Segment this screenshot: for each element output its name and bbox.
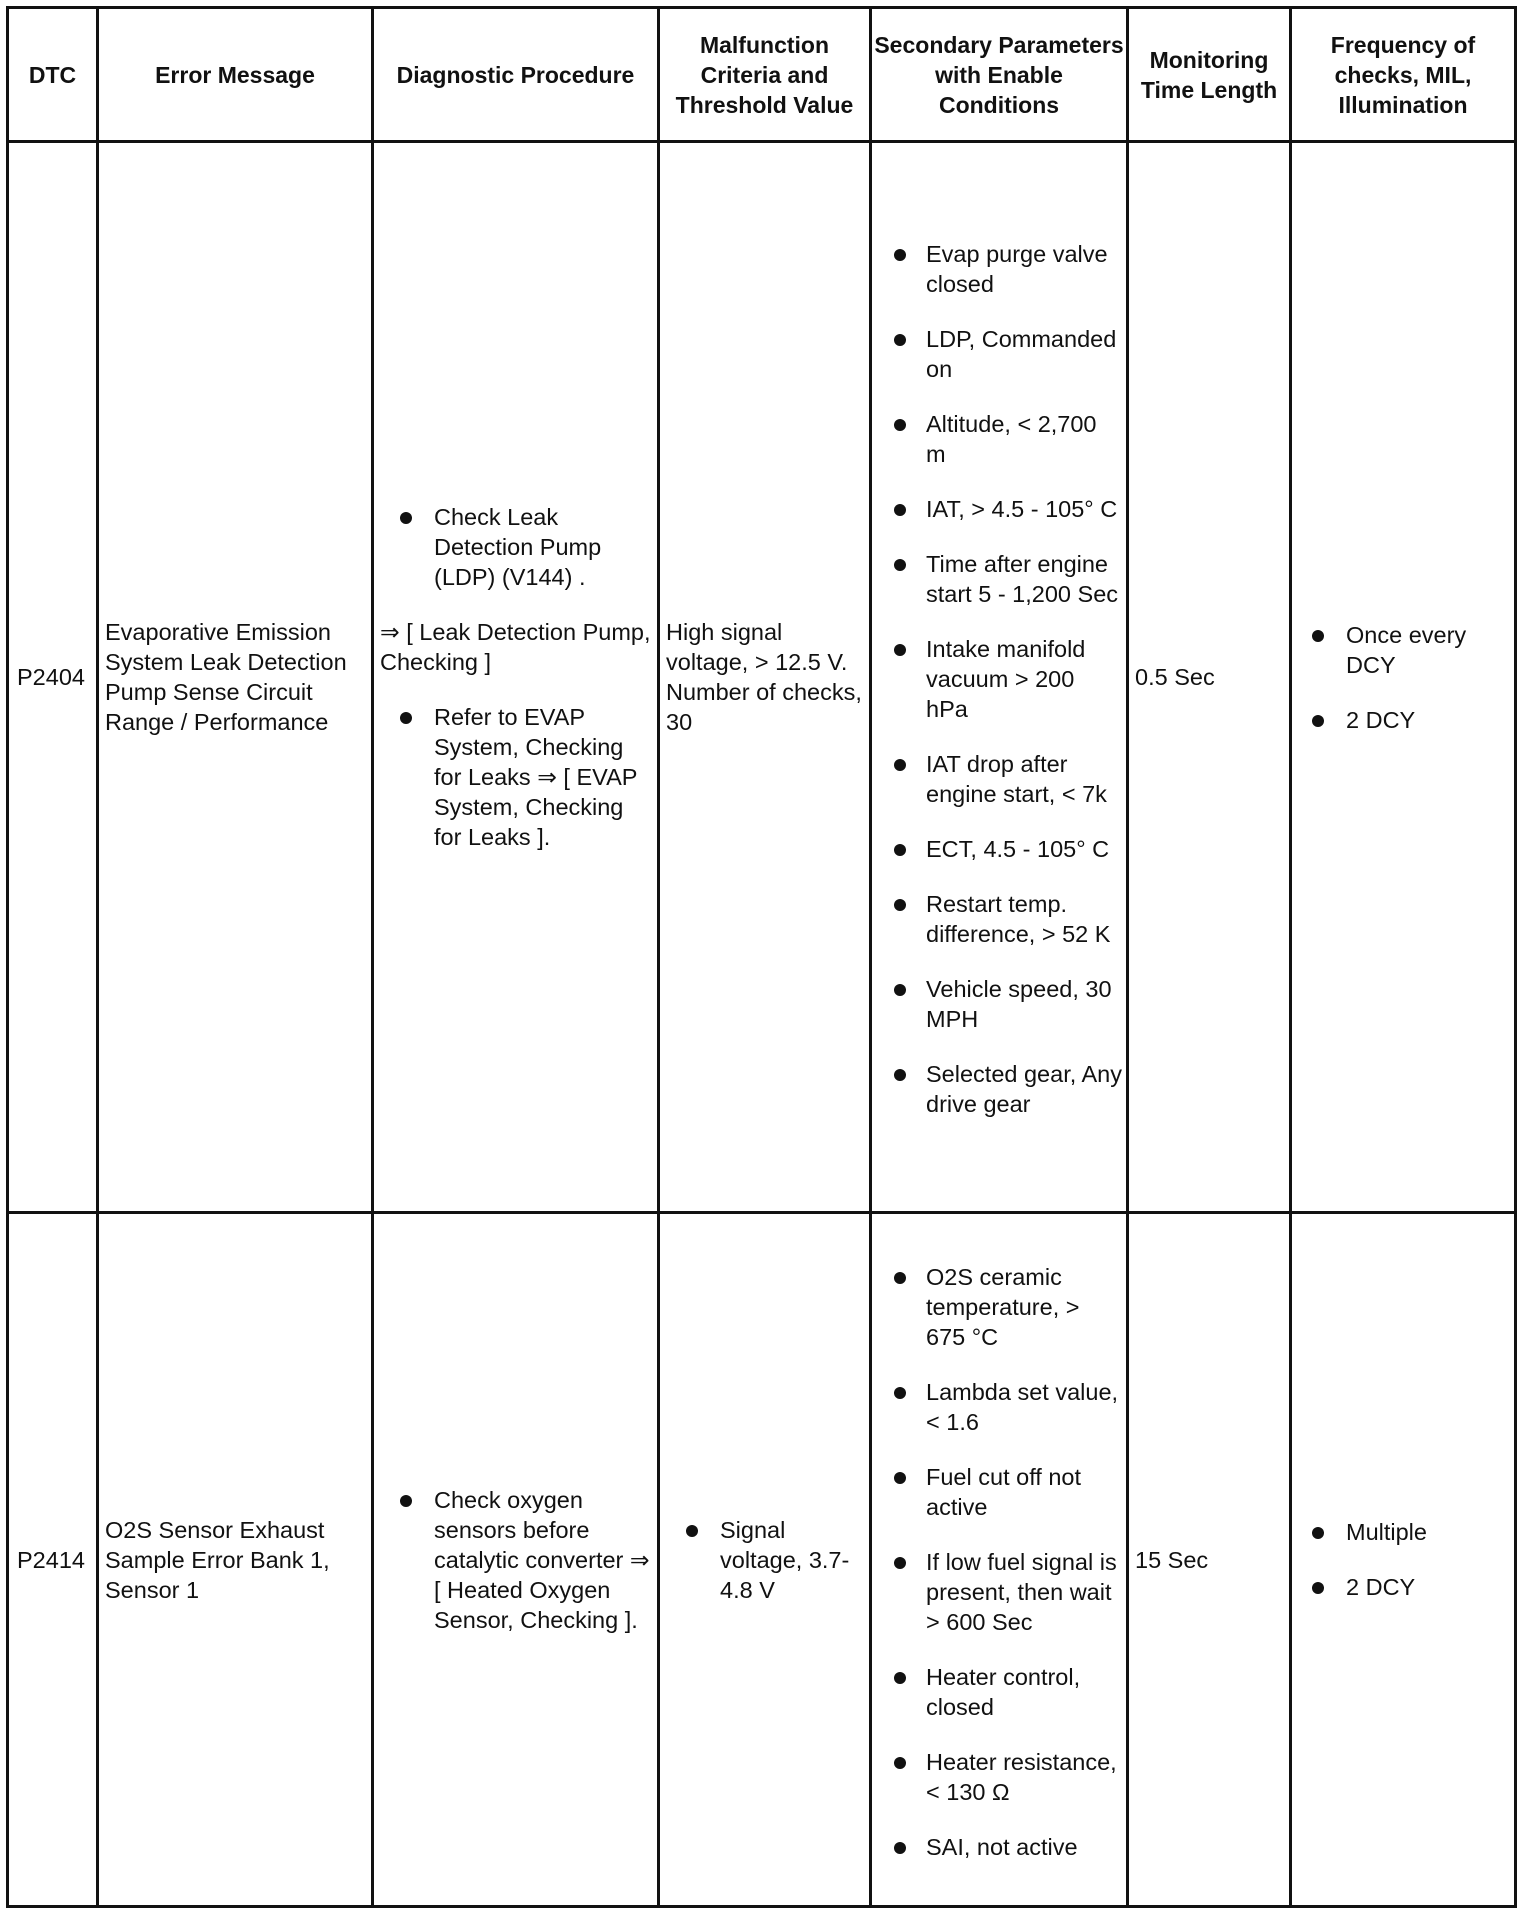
secondary-item: Intake manifold vacuum > 200 hPa — [872, 634, 1126, 724]
frequency — [1291, 1213, 1516, 1907]
table-row — [8, 1213, 1516, 1907]
procedure-link[interactable]: ⇒ [ Leak Detection Pump, Checking ] — [380, 619, 651, 675]
secondary-item: Altitude, < 2,700 m — [872, 409, 1126, 469]
procedure-list — [380, 502, 651, 592]
procedure-list — [380, 1485, 651, 1635]
error-message: Evaporative Emission System Leak Detection Pump Sense Circuit Range / Performance — [98, 142, 373, 1213]
secondary-item: Lambda set value, < 1.6 — [872, 1377, 1126, 1437]
procedure-item: Check Leak Detection Pump (LDP) (V144) . — [380, 502, 651, 592]
frequency-list — [1292, 620, 1514, 735]
dtc-code: P2414 — [8, 1213, 98, 1907]
dtc-table-wrapper — [6, 6, 1514, 1905]
secondary-parameters — [871, 142, 1128, 1213]
secondary-item: Heater resistance, < 130 Ω — [872, 1747, 1126, 1807]
malfunction-criteria — [659, 1213, 871, 1907]
secondary-item: IAT drop after engine start, < 7k — [872, 749, 1126, 809]
secondary-item: Vehicle speed, 30 MPH — [872, 974, 1126, 1034]
procedure-list — [380, 702, 651, 852]
frequency — [1291, 142, 1516, 1213]
secondary-item: O2S ceramic temperature, > 675 °C — [872, 1262, 1126, 1352]
malfunction-list — [666, 1515, 863, 1605]
frequency-item: 2 DCY — [1292, 1572, 1514, 1602]
secondary-item: SAI, not active — [872, 1832, 1126, 1862]
header-frequency: Frequency of checks, MIL, Illumination — [1291, 8, 1516, 142]
diagnostic-procedure — [373, 1213, 659, 1907]
secondary-list — [872, 1262, 1126, 1862]
secondary-item: Evap purge valve closed — [872, 239, 1126, 299]
frequency-list — [1292, 1517, 1514, 1602]
monitoring-time: 0.5 Sec — [1128, 142, 1291, 1213]
secondary-item: LDP, Commanded on — [872, 324, 1126, 384]
header-secondary-parameters: Secondary Parameters with Enable Conditions — [871, 8, 1128, 142]
frequency-item: 2 DCY — [1292, 705, 1514, 735]
secondary-list — [872, 239, 1126, 1119]
error-message: O2S Sensor Exhaust Sample Error Bank 1, Sensor 1 — [98, 1213, 373, 1907]
header-malfunction-criteria: Malfunction Criteria and Threshold Value — [659, 8, 871, 142]
dtc-table — [6, 6, 1517, 1908]
header-error-message: Error Message — [98, 8, 373, 142]
header-monitoring-time: Monitoring Time Length — [1128, 8, 1291, 142]
frequency-item: Multiple — [1292, 1517, 1514, 1547]
table-row — [8, 142, 1516, 1213]
secondary-item: Heater control, closed — [872, 1662, 1126, 1722]
monitoring-time: 15 Sec — [1128, 1213, 1291, 1907]
secondary-item: Fuel cut off not active — [872, 1462, 1126, 1522]
procedure-item: Refer to EVAP System, Checking for Leaks ⇒ [ EVAP System, Checking for Leaks ]. — [380, 702, 651, 852]
secondary-item: Time after engine start 5 - 1,200 Sec — [872, 549, 1126, 609]
secondary-item: ECT, 4.5 - 105° C — [872, 834, 1126, 864]
secondary-parameters — [871, 1213, 1128, 1907]
malfunction-item: Signal voltage, 3.7-4.8 V — [666, 1515, 863, 1605]
secondary-item: If low fuel signal is present, then wait > 600 Sec — [872, 1547, 1126, 1637]
dtc-code: P2404 — [8, 142, 98, 1213]
secondary-item: IAT, > 4.5 - 105° C — [872, 494, 1126, 524]
frequency-item: Once every DCY — [1292, 620, 1514, 680]
diagnostic-procedure — [373, 142, 659, 1213]
malfunction-criteria: High signal voltage, > 12.5 V. Number of checks, 30 — [659, 142, 871, 1213]
procedure-item: Check oxygen sensors before catalytic converter ⇒ [ Heated Oxygen Sensor, Checking ]. — [380, 1485, 651, 1635]
secondary-item: Restart temp. difference, > 52 K — [872, 889, 1126, 949]
header-diagnostic-procedure: Diagnostic Procedure — [373, 8, 659, 142]
secondary-item: Selected gear, Any drive gear — [872, 1059, 1126, 1119]
header-row — [8, 8, 1516, 142]
header-dtc: DTC — [8, 8, 98, 142]
